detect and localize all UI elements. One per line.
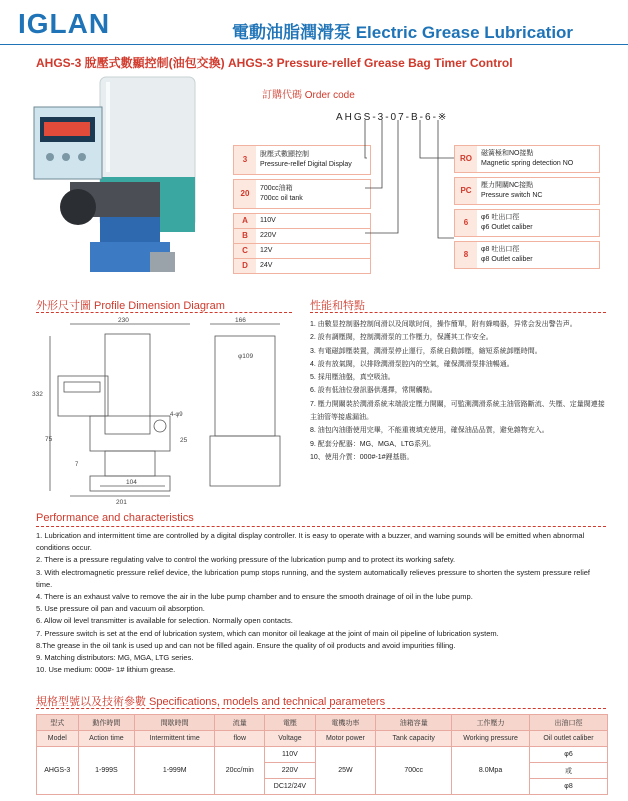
order-code-label: 訂購代碼 Order code <box>262 90 355 101</box>
list-item: 7. Pressure switch is set at the end of lubrication system, which can monitor oil leakage at the joint of main oil pipeline of lubrication system. <box>36 628 499 638</box>
dim-label: 75 <box>45 436 53 443</box>
dim-label: 201 <box>116 499 127 506</box>
code-row <box>233 145 371 175</box>
list-item: 4. 設有放氣閥，以排除潤滑泵腔內的空氣，確保潤滑泵排油暢通。 <box>310 360 514 368</box>
spec-table <box>36 714 608 795</box>
list-item: 6. 設有低油位發訊器供選擇，常開觸點。 <box>310 387 437 395</box>
list-item: 8.The grease in the oil tank is used up and can not be filled again. Ensure the quality of oil products and avoid impurities filling. <box>36 640 456 650</box>
list-item: 2. There is a pressure regulating valve to control the working pressure of the lubrication pump and to protect its working safety. <box>36 555 456 565</box>
table-row: DC12/24V φ8 <box>37 779 608 795</box>
list-item: 4. There is an exhaust valve to remove the air in the lube pump chamber and to ensure the smooth drainage of oil in the lube pump. <box>36 592 473 602</box>
code-table-left <box>233 145 371 274</box>
table-row: AHGS-3 1-999S 1-999M 20cc/min 110V 25W 700cc 8.0Mpa φ6 <box>37 747 608 763</box>
list-item: 3. 有電磁卸壓裝置，潤滑泵停止運行，系統自動卸壓，縮短系統卸壓時間。 <box>310 347 542 355</box>
code-key: 3 <box>234 146 256 174</box>
features-list <box>310 318 610 464</box>
performance-list <box>36 530 606 676</box>
spec-title: 規格型號以及技術參數 Specifications, models and technical parameters <box>36 696 386 708</box>
header-divider <box>0 44 628 45</box>
code-key: 20 <box>234 180 256 208</box>
spec-divider <box>36 708 606 710</box>
dim-label: φ109 <box>238 353 254 360</box>
list-item: 10、使用介質：000#-1#鋰基脂。 <box>310 453 414 461</box>
code-desc: 700cc油箱 700cc oil tank <box>260 185 303 202</box>
code-row: 8 φ8 吐出口徑 φ8 Outlet caliber <box>454 241 600 269</box>
product-subtitle: AHGS-3 脫壓式數顯控制(油包交換) AHGS-3 Pressure-rellef Grease Bag Timer Control <box>36 56 513 70</box>
list-item: 2. 設有調壓閥，控制潤滑泵的工作壓力，保護其工作安全。 <box>310 334 493 342</box>
list-item: 3. With electromagnetic pressure relief device, the lubrication pump stops running, and the system automatically relieves pressure to shorten the system pressure relief time. <box>36 567 591 589</box>
code-row: PC 壓力開關NC接點 Pressure switch NC <box>454 177 600 205</box>
performance-title: Performance and characteristics <box>36 512 194 524</box>
order-code: AHGS-3-07-B-6-※ <box>336 112 449 123</box>
code-row <box>233 179 371 209</box>
dim-label: 166 <box>235 317 246 324</box>
voltage-codes: A 110V B 220V C 12V D 24V <box>233 213 371 274</box>
table-row: 220V 或 <box>37 763 608 779</box>
brand-logo: IGLAN <box>18 8 111 39</box>
list-item: 9. Matching distributors: MG, MGA, LTG series. <box>36 653 194 663</box>
dim-label: 230 <box>118 317 129 324</box>
list-item: 5. 採用壓油盤，真空吸油。 <box>310 374 395 382</box>
page-title: 電動油脂潤滑泵 Electric Grease Lubricatior <box>232 23 574 42</box>
features-divider <box>310 312 606 314</box>
profile-divider <box>36 312 292 314</box>
dim-label: 104 <box>126 479 137 486</box>
code-connectors <box>360 118 470 258</box>
list-item: 10. Use medium: 000#- 1# lithium grease. <box>36 665 176 675</box>
list-item: 5. Use pressure oil pan and vacuum oil absorption. <box>36 604 205 614</box>
features-title: 性能和特點 <box>310 300 365 312</box>
code-table-right <box>454 145 600 269</box>
code-row: 6 φ6 吐出口徑 φ6 Outlet caliber <box>454 209 600 237</box>
code-row: RO 磁簧極和NO接點 Magnetic spring detection NO <box>454 145 600 173</box>
list-item: 7. 壓力開關裝於潤滑系統末端設定壓力開關，可監測潤滑系統主油管路斷流、失壓、定量閥連接主油管等接處漏油。 <box>310 400 605 422</box>
dim-label: 332 <box>32 391 43 398</box>
list-item: 6. Allow oil level transmitter is available for selection. Normally open contacts. <box>36 616 293 626</box>
dim-label: 4-φ9 <box>170 412 183 418</box>
list-item: 1. 由數显控制器控制间滑以及间歇时间，操作簡單，附有蜂鳴器，异常会发出警告声。 <box>310 321 577 328</box>
product-photo <box>30 72 210 287</box>
profile-diagram <box>30 316 300 512</box>
profile-title: 外形尺寸圖 Profile Dimension Diagram <box>36 300 225 312</box>
table-header-cn: 型式 動作時間 間歇時間 流量 電壓 電機功率 油箱容量 工作壓力 出油口徑 <box>37 715 608 731</box>
performance-divider <box>36 526 606 528</box>
code-desc: 脫壓式數顯控制 Pressure-rellef Digital Display <box>260 151 352 168</box>
list-item: 8. 油包內油脂使用完畢，不能重複填充使用，確保油品品質，避免雜物充入。 <box>310 427 549 435</box>
table-header-en: Model Action time Intermittent time flow Voltage Motor power Tank capacity Working pressure Oil outlet caliber <box>37 731 608 747</box>
list-item: 1. Lubrication and intermittent time are controlled by a digital display controller. It is easy to operate with a buzzer, and warning sounds will be emitted when abnormal conditions occur. <box>36 531 585 553</box>
dim-label: 25 <box>180 437 188 444</box>
dim-label: 7 <box>75 462 79 468</box>
list-item: 9. 配套分配器：MG、MGA、LTG系列。 <box>310 440 436 448</box>
